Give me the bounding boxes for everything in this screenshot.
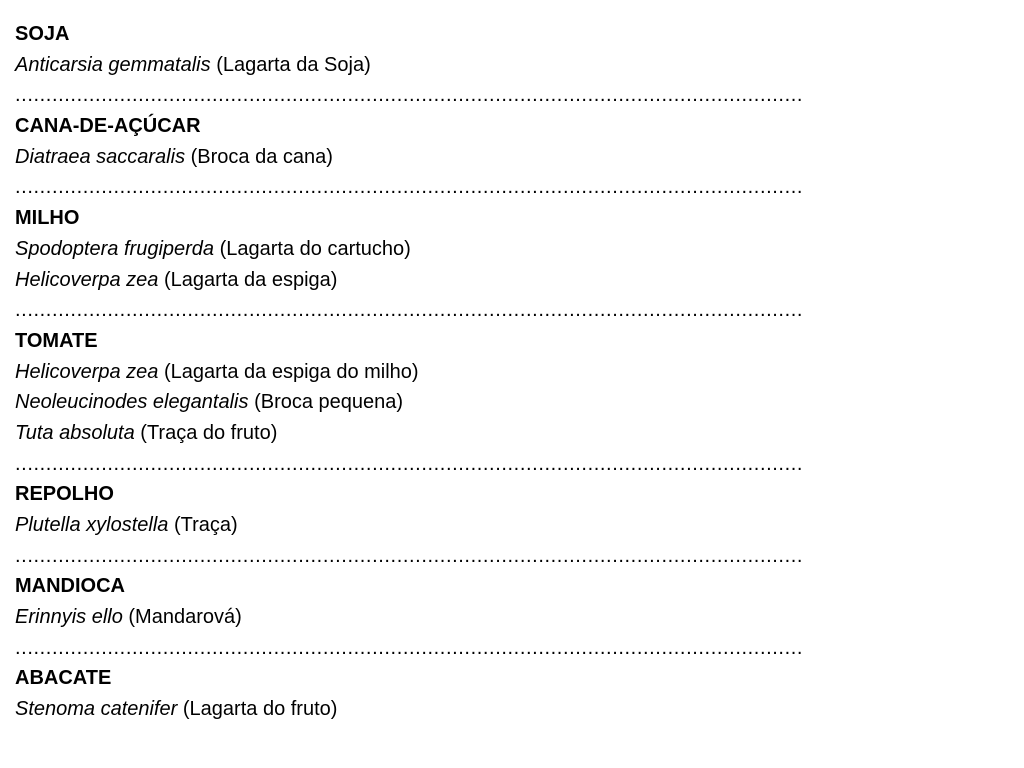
pest-common-name: (Mandarová) [128,606,242,629]
dotted-separator: ................................................................................................................................ [15,452,804,475]
pest-common-name: (Lagarta da espiga) [163,268,338,291]
pest-entry [15,50,615,81]
pest-species: Helicoverpa zea [15,268,159,291]
pest-common-name: (Broca pequena) [254,391,404,414]
pest-entry [15,694,615,725]
crop-heading: CANA-DE-AÇÚCAR [15,115,201,138]
pest-entry [15,265,615,296]
crop-heading: MILHO [15,207,80,230]
pest-list-document [15,19,804,725]
dotted-separator: ................................................................................................................................ [15,299,804,322]
pest-species: Spodoptera frugiperda [15,237,215,260]
pest-species: Helicoverpa zea [15,360,159,383]
pest-species: Diatraea saccaralis [15,145,186,168]
pest-entry [15,602,615,633]
pest-species: Tuta absoluta [15,421,135,444]
pest-common-name: (Lagarta da espiga do milho) [163,360,419,383]
pest-entry [15,357,615,388]
crop-heading: TOMATE [15,329,98,352]
pest-common-name: (Lagarta da Soja) [216,53,371,76]
pest-common-name: (Lagarta do cartucho) [219,237,411,260]
pest-species: Plutella xylostella [15,514,169,536]
pest-entry [15,418,615,449]
pest-species: Erinnyis ello [15,606,123,629]
crop-heading: SOJA [15,23,70,45]
pest-entry [15,142,615,173]
pest-species: Anticarsia gemmatalis [15,53,211,76]
dotted-separator: ................................................................................................................................ [15,176,804,199]
crop-heading: ABACATE [15,667,112,690]
pest-entry [15,510,615,541]
pest-entry [15,234,615,265]
crop-heading: REPOLHO [15,483,114,506]
pest-species: Stenoma catenifer [15,698,178,721]
dotted-separator: ................................................................................................................................ [15,84,804,107]
pest-common-name: (Lagarta do fruto) [182,698,338,721]
pest-common-name: (Traça do fruto) [140,421,278,444]
pest-common-name: (Traça) [173,514,238,536]
crop-heading: MANDIOCA [15,575,125,598]
dotted-separator: ................................................................................................................................ [15,636,804,659]
dotted-separator: ................................................................................................................................ [15,544,804,567]
pest-common-name: (Broca da cana) [190,145,333,168]
pest-species: Neoleucinodes elegantalis [15,391,249,414]
pest-entry [15,387,615,418]
